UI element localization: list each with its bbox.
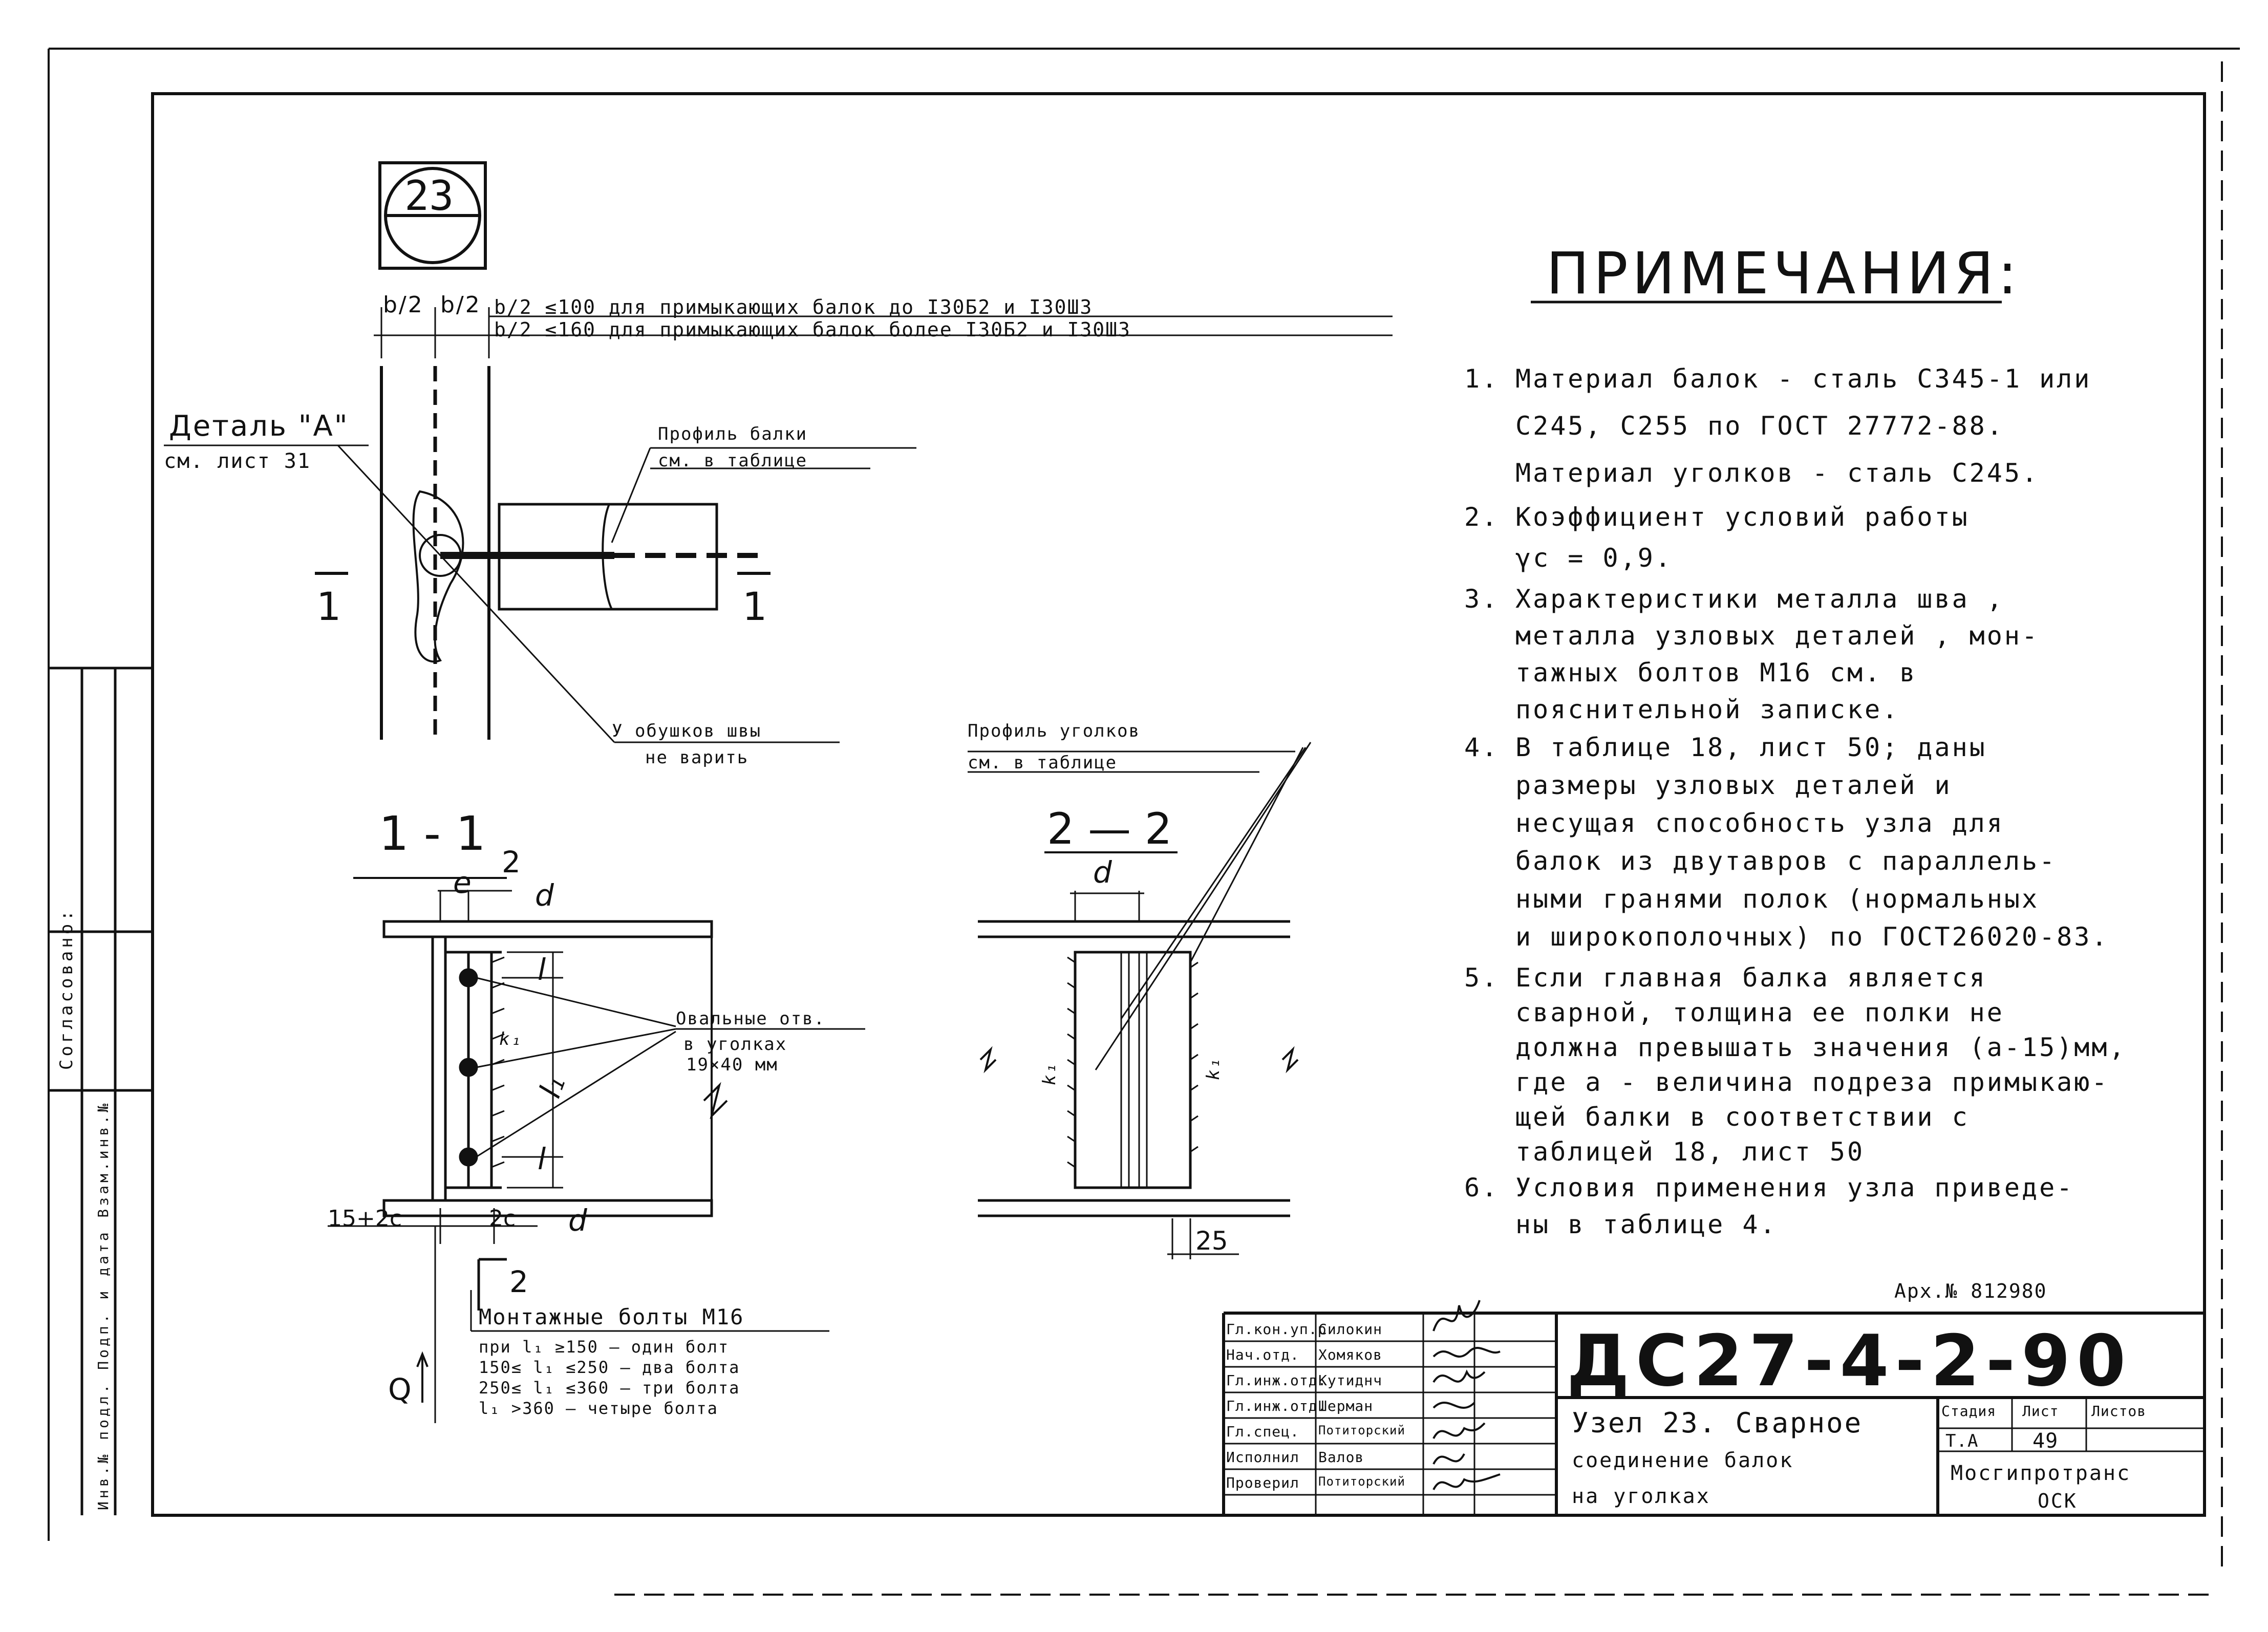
bolts-row: при l₁ ≥150 — один болт [479,1337,730,1357]
staff-role: Гл.спец. [1226,1423,1299,1440]
note-line: размеры узловых деталей и [1515,770,1952,800]
staff-role: Нач.отд. [1226,1346,1299,1363]
sheet-number: 49 [2032,1429,2059,1453]
note-line: ными гранями полок (нормальных [1515,884,2040,914]
note-item [1464,586,2201,735]
node-badge-number: 23 [404,172,454,220]
title-line: Узел 23. Сварное [1572,1407,1863,1439]
oval-holes-label-2: в уголках [683,1034,787,1055]
staff-role: Проверил [1226,1474,1299,1491]
half-b-left-label: b/2 [383,292,424,318]
note-line: и широкополочных) по ГОСТ26020-83. [1515,922,2109,952]
cut-mark-2: 2 [509,1264,528,1299]
stage-label: Стадия [1941,1403,1997,1420]
note-line: γc = 0,9. [1515,543,1673,573]
note-line: щей балки в соответствии с [1515,1102,1970,1132]
organization: Мосгипротранс [1951,1462,2131,1485]
angle-profile-ref: см. в таблице [968,753,1118,773]
note-line: Характеристики металла шва , [1515,584,2004,614]
dim-e: e [453,865,472,900]
section-1-1-title: 1 - 1 [379,806,486,861]
cut-mark-1-right: 1 [742,584,767,629]
header-dim-line2: b/2 ≤160 для примыкающих балок более I30Б2 и I30Ш3 [494,318,1131,341]
staff-name: Кутиднч [1318,1372,1383,1389]
staff-role: Гл.инж.отд. [1226,1398,1327,1414]
title-line: соединение балок [1572,1449,1794,1472]
staff-role: Исполнил [1226,1449,1299,1466]
note-number: 2. [1464,502,1500,532]
note-number: 1. [1464,364,1500,394]
staff-name: Валов [1318,1449,1364,1466]
dim-15-plus-2c: 15+2c [328,1206,402,1232]
note-number: 6. [1464,1173,1500,1202]
half-b-right-label: b/2 [440,292,481,318]
dim-k1: k₁ [499,1029,522,1049]
note-line: тажных болтов М16 см. в [1515,658,1917,688]
sheet-label: Лист [2022,1403,2059,1420]
staff-name: Потиторский [1318,1423,1405,1437]
beam-profile-ref: см. в таблице [658,450,808,471]
dim-2c: 2c [489,1206,516,1232]
staff-name: Силокин [1318,1321,1383,1338]
staff-name: Шерман [1318,1398,1374,1414]
bolts-row: l₁ >360 — четыре болта [479,1399,718,1418]
document-code: ДС27-4-2-90 [1567,1320,2132,1402]
sheets-label: Листов [2091,1403,2147,1420]
note-item [1464,504,2201,586]
dim-l-top: l [538,952,546,987]
note-line: Материал балок - сталь С345-1 или [1515,364,2092,394]
detail-a-label: Деталь "А" [169,410,349,443]
note-line: где а - величина подреза примыкаю- [1515,1067,2109,1097]
note-item [1464,1175,2201,1257]
side-stamp-approved: Согласовано: [56,907,77,1070]
note-number: 5. [1464,963,1500,993]
staff-name: Хомяков [1318,1346,1383,1363]
organization-dept: ОСК [2038,1490,2078,1512]
dim-two: 2 [502,845,521,879]
note-line: сварной, толщина ее полки не [1515,998,2004,1027]
staff-role: Гл.кон.уп.р [1226,1321,1327,1338]
oval-holes-size: 19×40 мм [686,1055,778,1075]
note-line: Материал уголков - сталь С245. [1515,458,2040,488]
load-q-label: Q [388,1372,412,1407]
note-line: пояснительной записке. [1515,695,1900,724]
archive-number: Арх.№ 812980 [1894,1280,2047,1302]
note-item [1464,735,2201,965]
dim-25: 25 [1195,1226,1228,1256]
bolts-row: 250≤ l₁ ≤360 — три болта [479,1378,740,1398]
note-line: Если главная балка является [1515,963,1987,993]
dim-d-section-2: d [1093,855,1112,890]
note-line: С245, С255 по ГОСТ 27772-88. [1515,411,2004,441]
staff-role: Гл.инж.отд. [1226,1372,1327,1389]
detail-a-sheet-ref: см. лист 31 [164,449,311,473]
note-line: Условия применения узла приведе- [1515,1173,2074,1202]
notes-title: ПРИМЕЧАНИЯ: [1546,241,2021,307]
title-line: на уголках [1572,1485,1710,1508]
angle-profile-label: Профиль уголков [968,721,1141,741]
no-weld-label-2: не варить [645,747,749,768]
bolts-row: 150≤ l₁ ≤250 — два болта [479,1358,740,1377]
note-line: несущая способность узла для [1515,808,2004,838]
section-2-2-title: 2 — 2 [1047,804,1172,854]
note-number: 4. [1464,733,1500,762]
bolts-title: Монтажные болты М16 [479,1304,744,1329]
oval-holes-label: Овальные отв. [676,1008,826,1029]
dim-k1-right: k₁ [1203,1057,1224,1080]
note-item [1464,366,2201,504]
dim-l1: l₁ [532,1071,572,1103]
note-line: ны в таблице 4. [1515,1210,1778,1239]
dim-d-top: d [535,878,554,913]
note-number: 3. [1464,584,1500,614]
dim-d-bottom: d [568,1203,587,1238]
no-weld-label: У обушков швы [612,721,762,741]
cut-mark-1-left: 1 [316,584,341,629]
beam-profile-label: Профиль балки [658,424,808,444]
dim-k1-left: k₁ [1039,1062,1060,1085]
note-line: В таблице 18, лист 50; даны [1515,733,1987,762]
side-stamp-inventory: Инв.№ подл. Подп. и дата Взам.инв.№ [95,1100,112,1510]
dim-l-bottom: l [538,1142,546,1176]
header-dim-line1: b/2 ≤100 для примыкающих балок до I30Б2 и I30Ш3 [494,296,1093,318]
note-item [1464,965,2201,1175]
notes-list [1464,366,2201,1257]
note-line: должна превышать значения (а-15)мм, [1515,1033,2127,1062]
staff-name: Потиторский [1318,1474,1405,1489]
note-line: Коэффициент условий работы [1515,502,1970,532]
note-line: металла узловых деталей , мон- [1515,621,2040,651]
note-line: балок из двутавров с параллель- [1515,846,2057,876]
note-line: таблицей 18, лист 50 [1515,1137,1865,1167]
stage-value: Т.А [1945,1431,1979,1451]
